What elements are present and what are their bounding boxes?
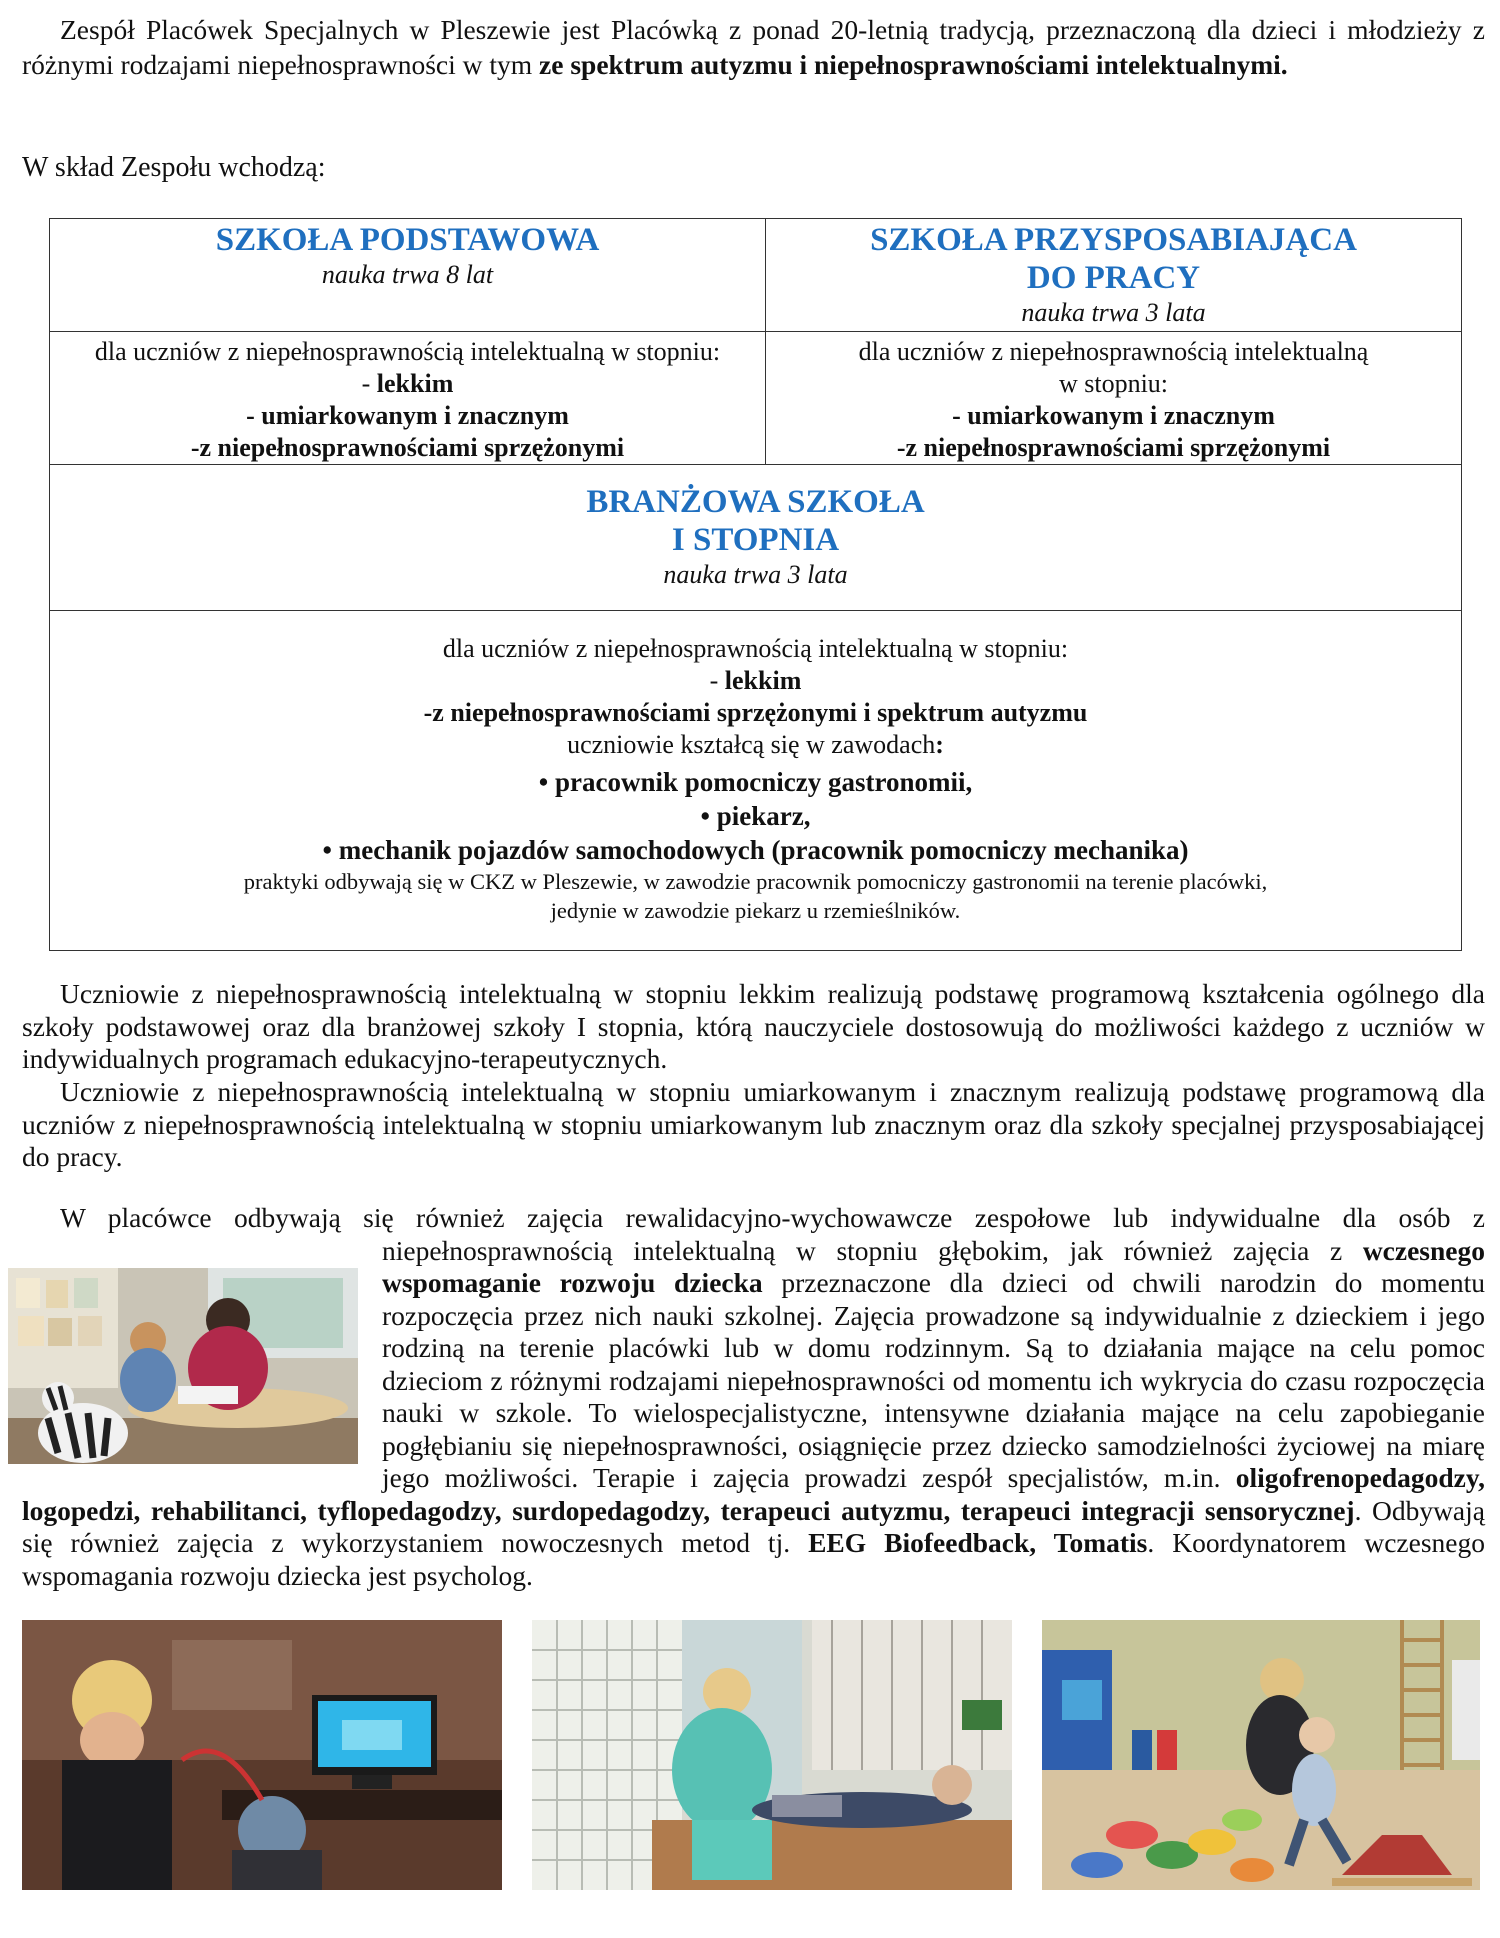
photo-physiotherapy [532,1620,1012,1890]
vocational-school-duration: nauka trwa 3 lata [663,560,848,589]
primary-degree-3: -z niepełnosprawnościami sprzężonymi [190,433,625,462]
primary-degree-1-text: lekkim [376,369,454,398]
photo-sensory-room [1042,1620,1480,1890]
curriculum-paragraph-1: Uczniowie z niepełnosprawnością intelektualną w stopniu lekkim realizują podstawę programową kształcenia ogólnego dla szkoły podstawowej oraz dla branżowej szkoły I stopnia, którą nauczyciele dostosowują do możliwości każdego z uczniów w indywidualnych programach edukacyjno-terapeutycznych. [22,978,1485,1074]
photo-sensory-image [1042,1620,1480,1890]
composition-lead: W skład Zespołu wchodzą: [22,152,326,183]
profession-item: • pracownik pomocniczy gastronomii, [50,765,1461,799]
professions-intro-text: uczniowie kształcą się w zawodach [567,730,936,759]
work-prep-school-duration: nauka trwa 3 lata [1021,298,1206,327]
vocational-school-name-1: BRANŻOWA SZKOŁA [586,484,925,520]
primary-degree-1: - lekkim [361,369,454,398]
vocational-school-name-2: I STOPNIA [671,522,840,558]
profession-item: • mechanik pojazdów samochodowych (pracownik pomocniczy mechanika) [50,833,1461,867]
specialists-emphasis: oligofrenopedagodzy, logopedzi, rehabilitanci, tyflopedagodzy, surdopedagodzy, terapeuci autyzmu, terapeuci integracji sensorycznej [22,1462,1485,1526]
work-prep-school-details [766,332,1462,465]
photo-eeg-image [22,1620,502,1890]
rewalidacja-text-c: . Odbywają się również zajęcia z wykorzystaniem nowoczesnych metod tj. [22,1494,1485,1558]
photo-float-spacer [22,1202,382,1494]
vocational-school-header [50,465,1462,611]
work-prep-degree-1: - umiarkowanym i znacznym [952,401,1275,430]
photo-eeg-biofeedback [22,1620,502,1890]
work-prep-school-name-1: SZKOŁA PRZYSPOSABIAJĄCA [870,222,1357,258]
intro-emphasis: ze spektrum autyzmu i niepełnosprawnościami intelektualnymi. [539,49,1288,80]
schools-table [49,218,1462,951]
rewalidacja-text-b: przeznaczone dla dzieci od chwili narodzin do momentu rozpoczęcia przez nich nauki szkolnej. Zajęcia prowadzone są indywidualnie z dzieckiem i jego rodziną na terenie placówki lub w domu rodzinnym. Są to działania mające na celu pomoc dzieciom z różnymi rodzajami niepełnosprawności od momentu ich wykrycia do czasu rozpoczęcia nauki w szkole. To wielospecjalistyczne, intensywne działania mające na celu zapobieganie pogłębianiu się niepełnosprawności, osiągnięcie przez dziecko samodzielności życiowej na miarę jego możliwości. Terapie i zajęcia prowadzi zespół specjalistów, m.in. [382,1267,1485,1493]
work-prep-school-header [766,219,1462,332]
early-support-emphasis: wczesnego wspomaganie rozwoju dziecka [382,1234,1485,1298]
photo-physio-image [532,1620,1012,1890]
professions-intro [50,729,1461,761]
rewalidacja-text-a: W placówce odbywają się również zajęcia rewalidacyjno-wychowawcze zespołowe lub indywidualne dla osób z niepełnosprawnością intelektualną w stopniu głębokim, jak również zajęcia z [60,1202,1485,1266]
work-prep-desc-1: dla uczniów z niepełnosprawnością intelektualną [858,337,1369,366]
primary-school-desc: dla uczniów z niepełnosprawnością intelektualną w stopniu: [94,337,721,366]
intro-text: Zespół Placówek Specjalnych w Pleszewie jest Placówką z ponad 20-letnią tradycją, przeznaczoną dla dzieci i młodzieży z różnymi rodzajami niepełnosprawności w tym [22,14,1485,80]
rewalidacja-text-d: . Koordynatorem wczesnego wspomagania rozwoju dziecka jest psycholog. [22,1527,1485,1591]
vocational-school-details [50,611,1462,951]
primary-school-header [50,219,766,332]
vocational-degree-2: -z niepełnosprawnościami sprzężonymi i spektrum autyzmu [423,698,1088,727]
primary-degree-2: - umiarkowanym i znacznym [246,401,569,430]
methods-emphasis: EEG Biofeedback, Tomatis [808,1527,1148,1558]
intro-paragraph [22,12,1485,82]
practice-note-1: praktyki odbywają się w CKZ w Pleszewie, w zawodzie pracownik pomocniczy gastronomii na terenie placówki, [243,869,1268,894]
curriculum-paragraph-2: Uczniowie z niepełnosprawnością intelektualną w stopniu umiarkowanym i znacznym realizują podstawę programową dla uczniów z niepełnosprawnością intelektualną w stopniu umiarkowanym lub znacznym oraz dla szkoły specjalnej przysposabiającej do pracy. [22,1076,1485,1172]
primary-school-duration: nauka trwa 8 lat [321,260,494,289]
profession-item: • piekarz, [50,799,1461,833]
vocational-degree-1-text: lekkim [724,666,802,695]
work-prep-degree-2: -z niepełnosprawnościami sprzężonymi [896,433,1331,462]
professions-intro-colon: : [935,730,944,759]
vocational-degree-1: - lekkim [709,666,802,695]
primary-school-details [50,332,766,465]
vocational-desc: dla uczniów z niepełnosprawnością intelektualną w stopniu: [442,634,1069,663]
work-prep-school-name-2: DO PRACY [1026,260,1201,296]
rewalidacja-body [22,1202,1485,1592]
practice-note-2: jedynie w zawodzie piekarz u rzemieślników. [550,898,961,923]
primary-school-name: SZKOŁA PODSTAWOWA [215,222,600,258]
work-prep-desc-2: w stopniu: [1058,369,1169,398]
